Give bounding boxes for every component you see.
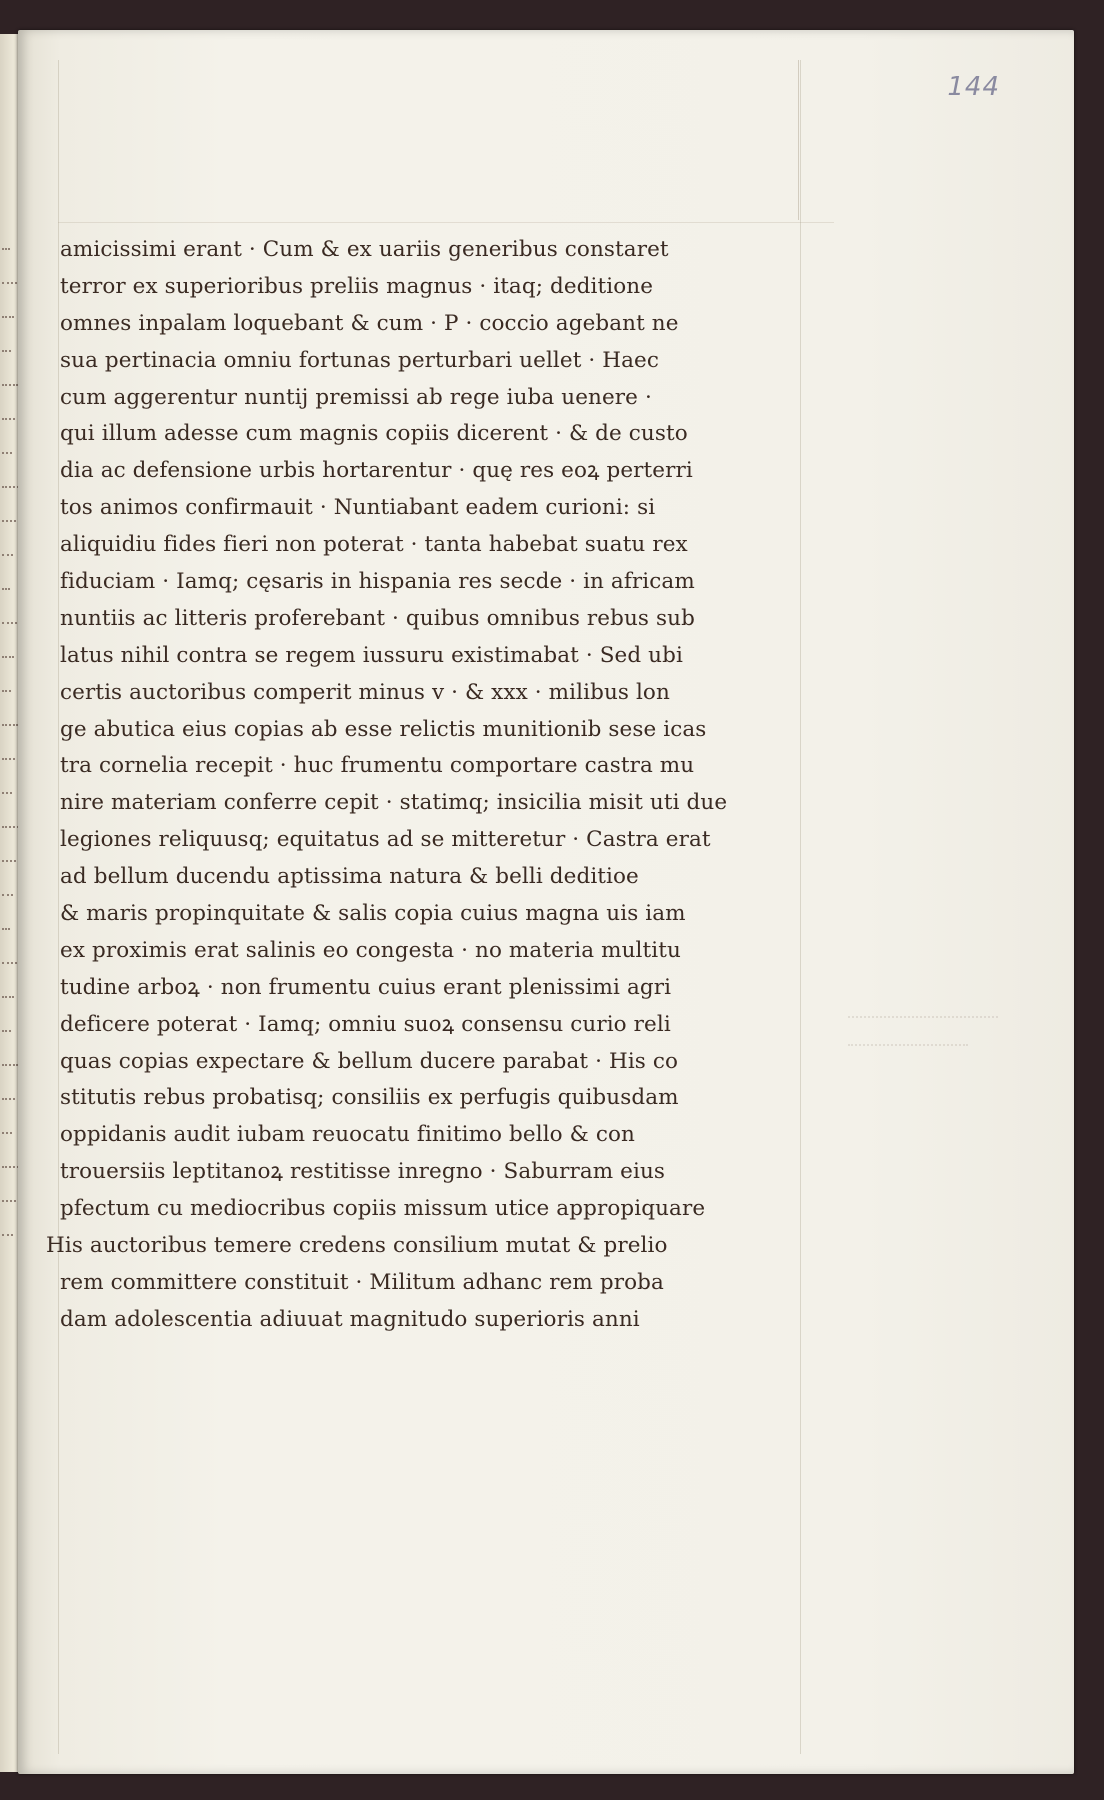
manuscript-folio	[18, 30, 1074, 1774]
margin-mark	[2, 710, 18, 726]
ruling-line-right	[800, 60, 801, 1754]
margin-mark	[2, 1084, 15, 1100]
ruling-line-left	[58, 60, 59, 1754]
text-line: sua pertinacia omniu fortunas perturbari uellet · Haec	[60, 347, 660, 373]
margin-mark	[2, 234, 10, 250]
text-line: pfectum cu mediocribus copiis missum utice appropiquare	[60, 1196, 706, 1222]
margin-mark	[2, 336, 11, 352]
text-line: rem committere constituit · Militum adhanc rem proba	[60, 1269, 664, 1295]
margin-mark	[2, 982, 14, 998]
manuscript-text-block	[46, 232, 800, 1339]
text-line: stitutis rebus probatisq; consiliis ex perfugis quibusdam	[60, 1085, 679, 1111]
margin-mark	[2, 1186, 16, 1202]
margin-mark	[2, 812, 19, 828]
margin-mark	[2, 948, 17, 964]
text-line: trouersiis leptitanoꝝ restitisse inregno · Saburram eius	[60, 1159, 666, 1185]
margin-mark	[2, 1118, 12, 1134]
margin-mark	[2, 778, 12, 794]
margin-mark	[2, 846, 16, 862]
margin-mark	[2, 506, 16, 522]
text-line: ge abutica eius copias ab esse relictis munitionib sese icas	[60, 716, 707, 742]
text-line: legiones reliquusq; equitatus ad se mitteretur · Castra erat	[60, 827, 711, 853]
margin-mark	[2, 404, 15, 420]
text-line: aliquidiu fides fieri non poterat · tanta habebat suatu rex	[60, 532, 688, 558]
text-line: tra cornelia recepit · huc frumentu comportare castra mu	[60, 753, 695, 779]
text-line: amicissimi erant · Cum & ex uariis generibus constaret	[60, 237, 669, 262]
text-line: fiduciam · Iamq; cęsaris in hispania res secde · in africam	[60, 569, 695, 595]
text-line: quas copias expectare & bellum ducere parabat · His co	[60, 1048, 679, 1074]
margin-mark	[2, 302, 14, 318]
margin-mark	[2, 880, 13, 896]
text-line: omnes inpalam loquebant & cum · P · coccio agebant ne	[60, 310, 679, 336]
margin-mark	[2, 574, 10, 590]
text-line: ad bellum ducendu aptissima natura & belli deditioe	[60, 864, 639, 890]
margin-mark	[2, 642, 14, 658]
text-line: dia ac defensione urbis hortarentur · quę res eoꝝ perterri	[60, 458, 693, 484]
margin-mark	[2, 540, 13, 556]
margin-mark	[2, 676, 11, 692]
margin-mark	[2, 370, 18, 386]
show-through-ghost-text	[848, 990, 1028, 1046]
margin-mark	[2, 608, 17, 624]
text-line: oppidanis audit iubam reuocatu finitimo bello & con	[60, 1122, 635, 1148]
ruling-line-top-right	[798, 60, 799, 220]
text-line: certis auctoribus comperit minus v · & xxx · milibus lon	[60, 679, 670, 705]
margin-mark	[2, 1050, 18, 1066]
text-line: ex proximis erat salinis eo congesta · no materia multitu	[60, 937, 681, 963]
text-line: qui illum adesse cum magnis copiis dicerent · & de custo	[60, 421, 688, 447]
folio-number: 144	[947, 72, 1000, 102]
margin-mark	[2, 1016, 11, 1032]
text-line: latus nihil contra se regem iussuru existimabat · Sed ubi	[60, 642, 683, 668]
text-line: tudine arboꝝ · non frumentu cuius erant plenissimi agri	[60, 974, 672, 1000]
margin-mark	[2, 744, 15, 760]
margin-mark	[2, 914, 10, 930]
margin-mark	[2, 1152, 19, 1168]
text-line: nire materiam conferre cepit · statimq; insicilia misit uti due	[60, 790, 728, 816]
margin-mark	[2, 472, 19, 488]
text-line: & maris propinquitate & salis copia cuius magna uis iam	[60, 901, 686, 927]
margin-mark	[2, 438, 12, 454]
margin-mark	[2, 268, 17, 284]
margin-mark	[2, 1220, 13, 1236]
text-line: His auctoribus temere credens consilium mutat & prelio	[46, 1233, 668, 1259]
text-line: cum aggerentur nuntij premissi ab rege iuba uenere ·	[60, 384, 652, 410]
text-line: tos animos confirmauit · Nuntiabant eadem curioni: si	[60, 495, 656, 521]
text-line: terror ex superioribus preliis magnus · itaq; deditione	[60, 273, 654, 299]
ruling-line-top	[58, 222, 834, 223]
text-line: deficere poterat · Iamq; omniu suoꝝ consensu curio reli	[60, 1011, 671, 1037]
text-line: dam adolescentia adiuuat magnitudo superioris anni	[60, 1306, 640, 1332]
text-line: nuntiis ac litteris proferebant · quibus omnibus rebus sub	[60, 605, 695, 631]
